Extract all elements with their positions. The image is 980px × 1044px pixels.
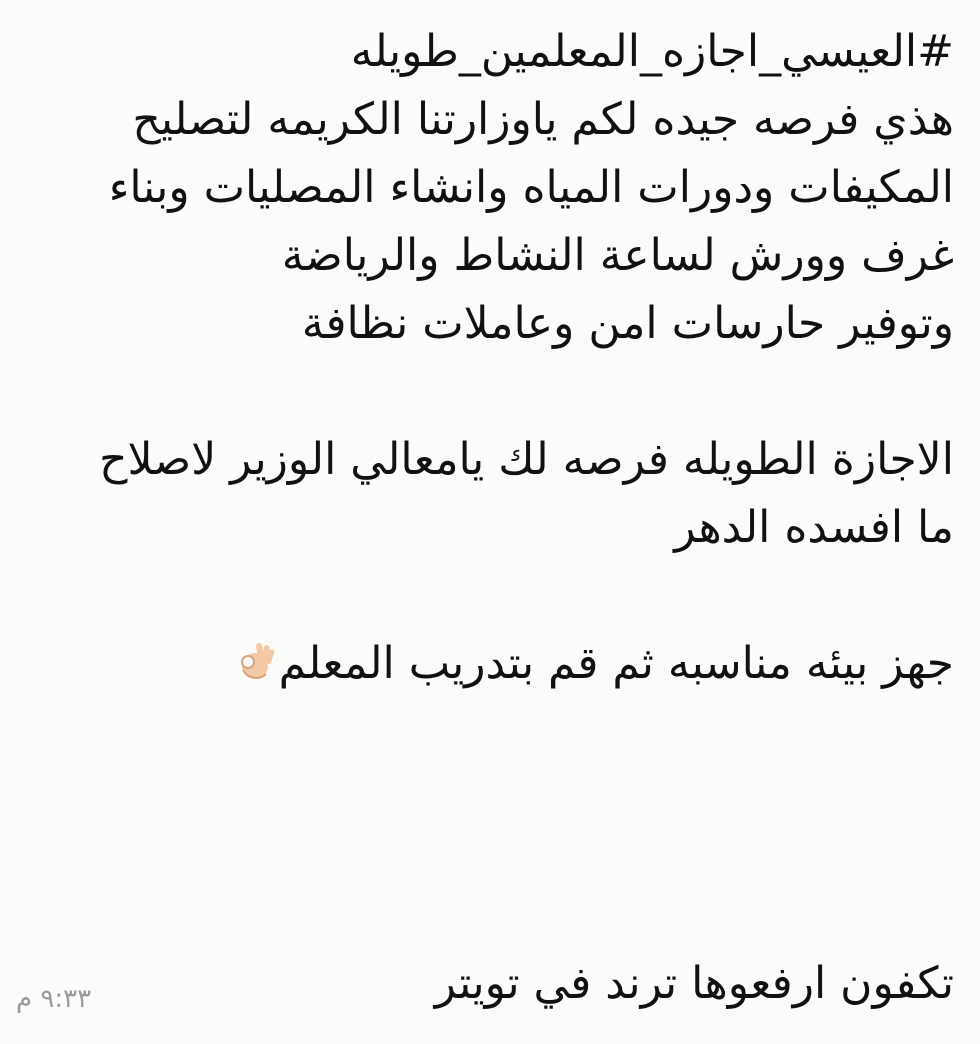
blank-line xyxy=(24,358,954,426)
hashtag-line[interactable]: #العيسي_اجازه_المعلمين_طويله xyxy=(350,26,954,77)
message-line-with-emoji xyxy=(24,630,954,698)
message-line: وتوفير حارسات امن وعاملات نظافة xyxy=(301,298,954,349)
message-line: المكيفات ودورات المياه وانشاء المصليات وبناء xyxy=(108,162,954,213)
message-line: الاجازة الطويله فرصه لك يامعالي الوزير لاصلاح xyxy=(99,434,954,485)
blank-line xyxy=(24,562,954,630)
message-text xyxy=(24,18,954,698)
ok-hand-icon xyxy=(231,636,277,682)
message-line: ما افسده الدهر xyxy=(674,502,954,553)
message-final-line: تكفون ارفعوها ترند في تويتر xyxy=(434,958,954,1009)
message-line: غرف وورش لساعة النشاط والرياضة xyxy=(281,230,954,281)
message-timestamp: ٩:٣٣ م xyxy=(16,984,92,1014)
message-line: هذي فرصه جيده لكم ياوزارتنا الكريمه لتصليح xyxy=(132,94,954,145)
message-line: جهز بيئه مناسبه ثم قم بتدريب المعلم xyxy=(278,638,954,689)
